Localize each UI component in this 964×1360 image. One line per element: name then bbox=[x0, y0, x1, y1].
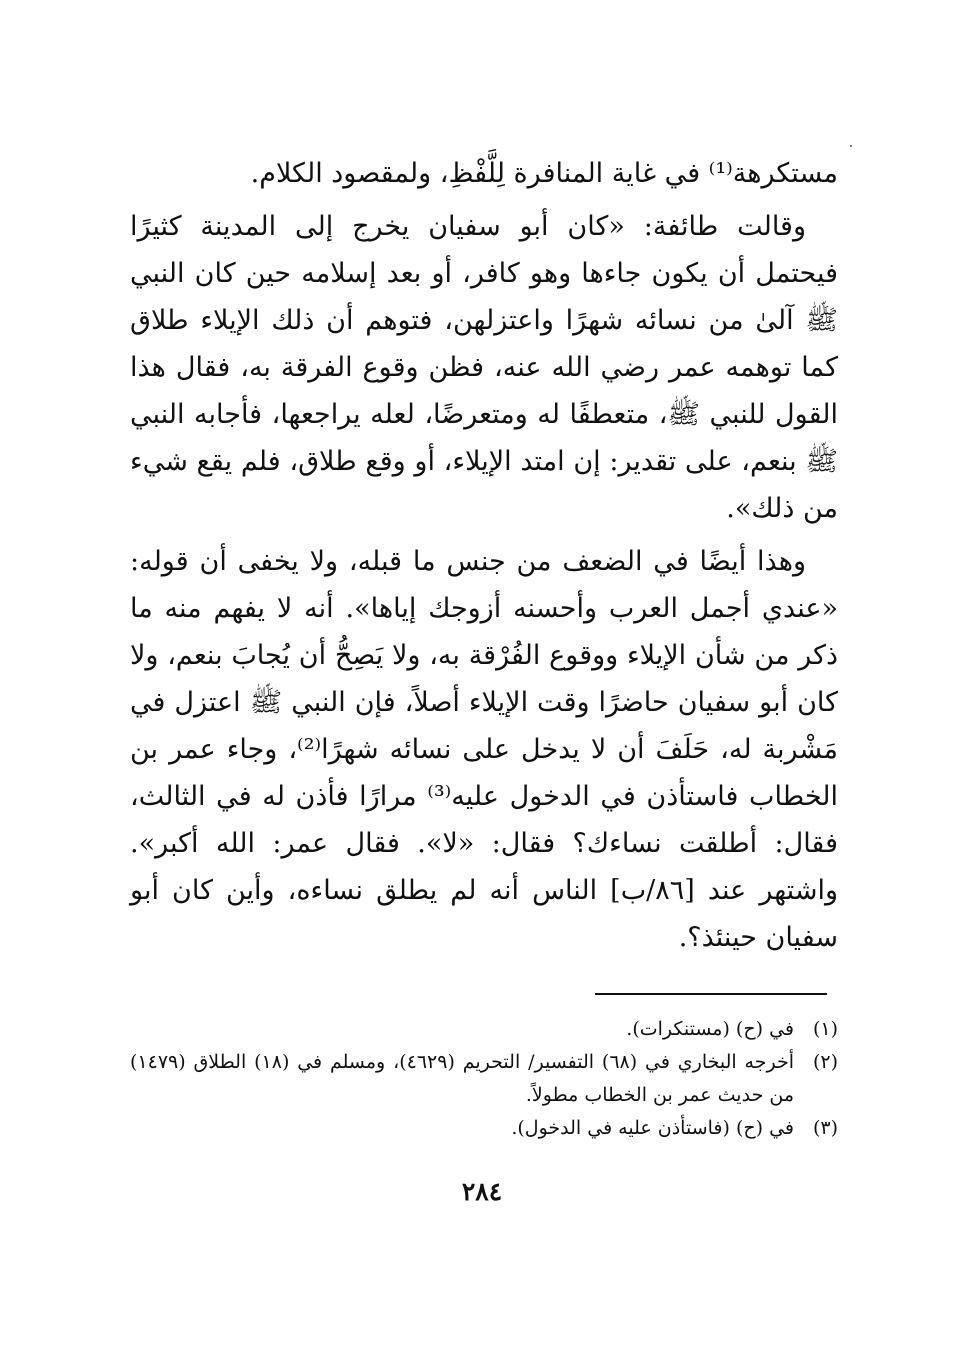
footnote-number: (١) bbox=[812, 1018, 838, 1040]
footnote-3 bbox=[130, 1112, 838, 1145]
footnote-2 bbox=[130, 1046, 838, 1112]
footnote-number: (٢) bbox=[812, 1051, 838, 1073]
footnote-number: (٣) bbox=[812, 1117, 838, 1139]
footnote-1 bbox=[130, 1013, 838, 1046]
paragraph-3: وهذا أيضًا في الضعف من جنس ما قبله، ولا يخفى أن قوله: «عندي أجمل العرب وأحسنه أزوجك إياها». أنه لا يفهم منه ما ذكر من شأن الإيلاء ووقوع الفُرْقة به، ولا يَصِحُّ أن يُجابَ بنعم، ولا كان أبو سفيان حاضرًا وقت الإيلاء أصلاً، فإن النبي ﷺ اعتزل في مَشْربة له، حَلَفَ أن لا يدخل على نسائه شهرًا⁽²⁾، وجاء عمر بن الخطاب فاستأذن في الدخول عليه⁽³⁾ مرارًا فأذن له في الثالث، فقال: أطلقت نساءك؟ فقال: «لا». فقال عمر: الله أكبر». واشتهر عند [٨٦/ب] الناس أنه لم يطلق نساءه، وأين كان أبو سفيان حينئذ؟. bbox=[130, 546, 838, 953]
paragraph-1: مستكرهة⁽¹⁾ في غاية المنافرة لِلَّفْظِ، ولمقصود الكلام. bbox=[250, 158, 838, 189]
footnote-text: أخرجه البخاري في (٦٨) التفسير/ التحريم (٤٦٢٩)، ومسلم في (١٨) الطلاق (١٤٧٩) من حديث عمر بن الخطاب مطولاً. bbox=[130, 1051, 794, 1106]
paragraph-2: وقالت طائفة: «كان أبو سفيان يخرج إلى المدينة كثيرًا فيحتمل أن يكون جاءها وهو كافر، أو بعد إسلامه حين كان النبي ﷺ آلىٰ من نسائه شهرًا واعتزلهن، فتوهم أن ذلك الإيلاء طلاق كما توهمه عمر رضي الله عنه، فظن وقوع الفرقة به، فقال هذا القول للنبي ﷺ، متعطفًا له ومتعرضًا، لعله يراجعها، فأجابه النبي ﷺ بنعم، على تقدير: إن امتد الإيلاء، أو وقع طلاق، فلم يقع شيء من ذلك». bbox=[130, 211, 838, 524]
main-text bbox=[130, 150, 838, 961]
footnote-divider bbox=[595, 993, 827, 995]
footnotes bbox=[130, 1013, 838, 1145]
footnote-text: في (ح) (مستنكرات). bbox=[626, 1018, 794, 1040]
scan-speck bbox=[850, 145, 852, 147]
page-number: ٢٨٤ bbox=[461, 1177, 503, 1206]
footnote-text: في (ح) (فاستأذن عليه في الدخول). bbox=[511, 1117, 794, 1139]
